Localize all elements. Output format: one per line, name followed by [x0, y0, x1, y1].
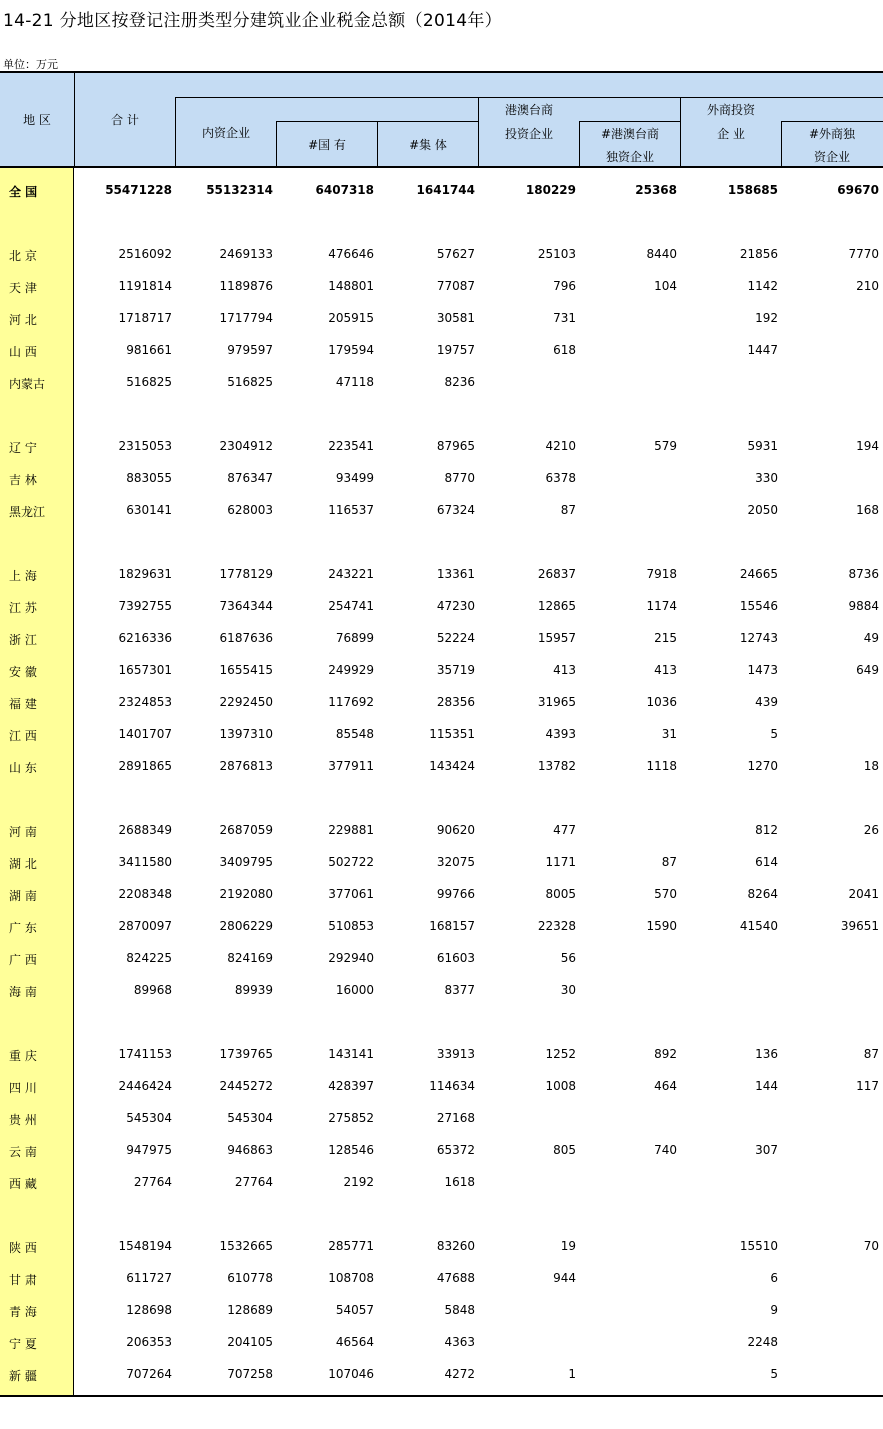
row-value-col3: 16000 — [335, 983, 374, 997]
row-value-col7: 5931 — [747, 439, 778, 453]
row-value-col4: 52224 — [436, 631, 475, 645]
row-value-col5: 4393 — [545, 727, 576, 741]
row-value-col2: 2304912 — [219, 439, 273, 453]
row-value-col2: 1739765 — [219, 1047, 273, 1061]
row-value-col2: 1189876 — [219, 279, 273, 293]
row-region-name: 上 海 — [9, 569, 37, 583]
row-value-col5: 12865 — [537, 599, 576, 613]
table-header — [0, 71, 883, 168]
row-value-col7: 5 — [770, 727, 778, 741]
row-region-name: 广 西 — [9, 953, 37, 967]
table-row — [0, 343, 883, 363]
row-value-col3: 47118 — [335, 375, 374, 389]
row-value-col6: 1036 — [646, 695, 677, 709]
row-value-col2: 610778 — [227, 1271, 273, 1285]
row-value-col5: 1008 — [545, 1079, 576, 1093]
row-value-col1: 1401707 — [118, 727, 172, 741]
row-value-col2: 707258 — [227, 1367, 273, 1381]
row-value-col3: 292940 — [328, 951, 374, 965]
row-value-col5: 1 — [568, 1367, 576, 1381]
row-value-col4: 83260 — [436, 1239, 475, 1253]
table-row — [0, 823, 883, 843]
row-value-col6: 104 — [654, 279, 677, 293]
row-value-col7: 8264 — [747, 887, 778, 901]
row-region-name: 陕 西 — [9, 1241, 37, 1255]
row-value-col3: 243221 — [328, 567, 374, 581]
row-region-name: 江 苏 — [9, 601, 37, 615]
table-title: 14-21 分地区按登记注册类型分建筑业企业税金总额（2014年） — [3, 11, 502, 31]
row-value-col7: 330 — [755, 471, 778, 485]
row-value-col4: 47230 — [436, 599, 475, 613]
row-value-col5: 477 — [553, 823, 576, 837]
row-value-col7: 2050 — [747, 503, 778, 517]
row-value-col3: 148801 — [328, 279, 374, 293]
row-value-col4: 27168 — [436, 1111, 475, 1125]
row-value-col1: 3411580 — [118, 855, 172, 869]
row-value-col6: 25368 — [635, 183, 677, 197]
row-region-name: 山 东 — [9, 761, 37, 775]
row-value-col2: 628003 — [227, 503, 273, 517]
row-value-col3: 254741 — [328, 599, 374, 613]
row-region-name: 辽 宁 — [9, 441, 37, 455]
row-value-col5: 56 — [560, 951, 576, 965]
row-value-col6: 1590 — [646, 919, 677, 933]
row-value-col1: 1191814 — [118, 279, 172, 293]
row-value-col7: 6 — [770, 1271, 778, 1285]
row-value-col7: 136 — [755, 1047, 778, 1061]
header-state-owned: #国 有 — [308, 138, 346, 152]
row-value-col7: 1270 — [747, 759, 778, 773]
row-value-col2: 1778129 — [219, 567, 273, 581]
row-value-col2: 204105 — [227, 1335, 273, 1349]
row-value-col1: 2870097 — [118, 919, 172, 933]
row-value-col4: 4363 — [444, 1335, 475, 1349]
row-value-col7: 2248 — [747, 1335, 778, 1349]
row-value-col8: 649 — [856, 663, 879, 677]
row-value-col1: 7392755 — [118, 599, 172, 613]
row-value-col4: 61603 — [436, 951, 475, 965]
header-foreign-top: 外商投资 — [706, 103, 755, 117]
row-value-col4: 8377 — [444, 983, 475, 997]
row-value-col4: 8236 — [444, 375, 475, 389]
row-value-col6: 1174 — [646, 599, 677, 613]
row-value-col4: 77087 — [436, 279, 475, 293]
row-value-col2: 2876813 — [219, 759, 273, 773]
row-value-col4: 90620 — [436, 823, 475, 837]
row-value-col4: 5848 — [444, 1303, 475, 1317]
tax-table — [0, 71, 883, 1397]
row-value-col3: 85548 — [335, 727, 374, 741]
row-value-col3: 128546 — [328, 1143, 374, 1157]
row-value-col1: 824225 — [126, 951, 172, 965]
row-value-col6: 87 — [661, 855, 677, 869]
row-value-col6: 31 — [661, 727, 677, 741]
row-value-col8: 49 — [863, 631, 879, 645]
row-value-col4: 1618 — [444, 1175, 475, 1189]
row-value-col7: 439 — [755, 695, 778, 709]
row-value-col2: 128689 — [227, 1303, 273, 1317]
header-region: 地 区 — [23, 113, 51, 127]
row-value-col3: 502722 — [328, 855, 374, 869]
row-value-col4: 99766 — [436, 887, 475, 901]
row-value-col3: 117692 — [328, 695, 374, 709]
table-row — [0, 759, 883, 779]
row-value-col2: 946863 — [227, 1143, 273, 1157]
row-value-col1: 6216336 — [118, 631, 172, 645]
row-value-col1: 2516092 — [118, 247, 172, 261]
row-value-col1: 2208348 — [118, 887, 172, 901]
row-value-col3: 428397 — [328, 1079, 374, 1093]
row-value-col2: 876347 — [227, 471, 273, 485]
row-value-col5: 6378 — [545, 471, 576, 485]
table-row — [0, 1143, 883, 1163]
row-value-col2: 979597 — [227, 343, 273, 357]
row-value-col3: 143141 — [328, 1047, 374, 1061]
row-region-name: 内蒙古 — [9, 377, 46, 391]
row-region-name: 新 疆 — [9, 1369, 37, 1383]
row-value-col1: 1548194 — [118, 1239, 172, 1253]
row-value-col5: 15957 — [537, 631, 576, 645]
row-value-col4: 143424 — [429, 759, 475, 773]
row-value-col7: 1447 — [747, 343, 778, 357]
table-row — [0, 1303, 883, 1323]
row-value-col5: 87 — [560, 503, 576, 517]
row-value-col1: 981661 — [126, 343, 172, 357]
row-value-col5: 805 — [553, 1143, 576, 1157]
row-value-col8: 39651 — [840, 919, 879, 933]
row-region-name: 安 徽 — [9, 665, 37, 679]
row-value-col7: 9 — [770, 1303, 778, 1317]
row-value-col7: 614 — [755, 855, 778, 869]
table-row — [0, 1367, 883, 1387]
row-value-col1: 1829631 — [118, 567, 172, 581]
row-value-col4: 13361 — [436, 567, 475, 581]
row-value-col1: 707264 — [126, 1367, 172, 1381]
row-value-col5: 31965 — [537, 695, 576, 709]
header-collective: #集 体 — [409, 138, 447, 152]
table-row — [0, 887, 883, 907]
row-value-col3: 285771 — [328, 1239, 374, 1253]
row-value-col2: 27764 — [234, 1175, 273, 1189]
row-value-col3: 107046 — [328, 1367, 374, 1381]
row-value-col3: 76899 — [335, 631, 374, 645]
row-value-col8: 26 — [863, 823, 879, 837]
table-row — [0, 631, 883, 651]
row-value-col4: 87965 — [436, 439, 475, 453]
unit-label: 单位：万元 — [3, 58, 58, 71]
row-region-name: 全 国 — [9, 185, 38, 199]
row-region-name: 广 东 — [9, 921, 37, 935]
header-hmt-sole-1: #港澳台商 — [600, 127, 660, 141]
row-value-col4: 47688 — [436, 1271, 475, 1285]
row-value-col2: 2687059 — [219, 823, 273, 837]
header-foreign-invest: 企 业 — [717, 127, 745, 141]
row-value-col2: 2806229 — [219, 919, 273, 933]
row-value-col3: 46564 — [335, 1335, 374, 1349]
table-row — [0, 1047, 883, 1067]
row-value-col7: 5 — [770, 1367, 778, 1381]
row-region-name: 西 藏 — [9, 1177, 37, 1191]
row-value-col1: 947975 — [126, 1143, 172, 1157]
row-region-name: 江 西 — [9, 729, 37, 743]
row-value-col1: 2315053 — [118, 439, 172, 453]
row-value-col3: 6407318 — [315, 183, 374, 197]
row-value-col7: 21856 — [739, 247, 778, 261]
row-value-col1: 2688349 — [118, 823, 172, 837]
row-value-col8: 7770 — [848, 247, 879, 261]
row-value-col3: 179594 — [328, 343, 374, 357]
row-value-col5: 618 — [553, 343, 576, 357]
row-region-name: 黑龙江 — [9, 505, 46, 519]
row-value-col8: 2041 — [848, 887, 879, 901]
row-value-col1: 1741153 — [118, 1047, 172, 1061]
row-value-col5: 413 — [553, 663, 576, 677]
row-value-col1: 206353 — [126, 1335, 172, 1349]
row-value-col2: 3409795 — [219, 855, 273, 869]
header-hmt-invest: 投资企业 — [504, 127, 553, 141]
row-value-col1: 2324853 — [118, 695, 172, 709]
row-region-name: 湖 北 — [9, 857, 37, 871]
row-value-col4: 1641744 — [416, 183, 475, 197]
row-value-col2: 1717794 — [219, 311, 273, 325]
row-region-name: 宁 夏 — [9, 1337, 37, 1351]
row-value-col4: 33913 — [436, 1047, 475, 1061]
row-region-name: 天 津 — [9, 281, 37, 295]
row-region-name: 福 建 — [9, 697, 37, 711]
row-value-col5: 1252 — [545, 1047, 576, 1061]
row-value-col6: 215 — [654, 631, 677, 645]
row-value-col3: 108708 — [328, 1271, 374, 1285]
row-value-col5: 4210 — [545, 439, 576, 453]
row-value-col5: 796 — [553, 279, 576, 293]
row-value-col3: 377911 — [328, 759, 374, 773]
row-value-col3: 275852 — [328, 1111, 374, 1125]
row-value-col7: 144 — [755, 1079, 778, 1093]
table-row — [0, 951, 883, 971]
row-value-col5: 180229 — [525, 183, 576, 197]
row-value-col5: 13782 — [537, 759, 576, 773]
row-value-col2: 545304 — [227, 1111, 273, 1125]
row-value-col4: 4272 — [444, 1367, 475, 1381]
row-value-col4: 57627 — [436, 247, 475, 261]
row-value-col1: 2446424 — [118, 1079, 172, 1093]
row-value-col1: 630141 — [126, 503, 172, 517]
row-value-col3: 377061 — [328, 887, 374, 901]
row-value-col7: 41540 — [739, 919, 778, 933]
row-value-col1: 1718717 — [118, 311, 172, 325]
row-value-col1: 883055 — [126, 471, 172, 485]
row-value-col7: 24665 — [739, 567, 778, 581]
row-value-col4: 168157 — [429, 919, 475, 933]
table-row — [0, 1271, 883, 1291]
table-row — [0, 727, 883, 747]
row-value-col2: 2192080 — [219, 887, 273, 901]
row-value-col3: 116537 — [328, 503, 374, 517]
row-value-col8: 168 — [856, 503, 879, 517]
row-region-name: 北 京 — [9, 249, 37, 263]
row-value-col4: 115351 — [429, 727, 475, 741]
table-row — [0, 247, 883, 267]
row-value-col6: 579 — [654, 439, 677, 453]
row-value-col5: 25103 — [537, 247, 576, 261]
table-row — [0, 1111, 883, 1131]
table-bottom-rule — [0, 1395, 883, 1397]
row-value-col5: 30 — [560, 983, 576, 997]
row-value-col7: 158685 — [727, 183, 778, 197]
header-total: 合 计 — [111, 113, 139, 127]
row-value-col2: 89939 — [234, 983, 273, 997]
row-value-col7: 12743 — [739, 631, 778, 645]
row-value-col7: 307 — [755, 1143, 778, 1157]
table-row — [0, 695, 883, 715]
row-value-col4: 8770 — [444, 471, 475, 485]
row-value-col2: 2445272 — [219, 1079, 273, 1093]
row-value-col7: 15546 — [739, 599, 778, 613]
row-region-name: 海 南 — [9, 985, 37, 999]
row-value-col4: 67324 — [436, 503, 475, 517]
row-region-name: 吉 林 — [9, 473, 37, 487]
row-value-col8: 69670 — [837, 183, 879, 197]
table-row — [0, 855, 883, 875]
row-value-col1: 55471228 — [105, 183, 172, 197]
row-value-col3: 510853 — [328, 919, 374, 933]
row-value-col1: 611727 — [126, 1271, 172, 1285]
row-value-col2: 2292450 — [219, 695, 273, 709]
row-value-col7: 192 — [755, 311, 778, 325]
row-value-col3: 223541 — [328, 439, 374, 453]
row-value-col1: 27764 — [133, 1175, 172, 1189]
row-region-name: 甘 肃 — [9, 1273, 37, 1287]
row-value-col2: 6187636 — [219, 631, 273, 645]
row-value-col2: 516825 — [227, 375, 273, 389]
row-value-col2: 824169 — [227, 951, 273, 965]
row-region-name: 河 南 — [9, 825, 37, 839]
row-value-col6: 892 — [654, 1047, 677, 1061]
row-value-col6: 570 — [654, 887, 677, 901]
row-value-col3: 205915 — [328, 311, 374, 325]
table-row — [0, 1239, 883, 1259]
row-value-col4: 28356 — [436, 695, 475, 709]
row-value-col5: 22328 — [537, 919, 576, 933]
row-region-name: 浙 江 — [9, 633, 37, 647]
header-hmt-top: 港澳台商 — [504, 103, 553, 117]
row-value-col5: 26837 — [537, 567, 576, 581]
table-row — [0, 919, 883, 939]
row-value-col6: 464 — [654, 1079, 677, 1093]
row-region-name: 湖 南 — [9, 889, 37, 903]
row-value-col5: 8005 — [545, 887, 576, 901]
row-value-col7: 1473 — [747, 663, 778, 677]
row-value-col6: 1118 — [646, 759, 677, 773]
header-foreign-sole-1: #外商独 — [808, 127, 856, 141]
row-region-name: 贵 州 — [9, 1113, 37, 1127]
row-value-col2: 1532665 — [219, 1239, 273, 1253]
row-value-col7: 15510 — [739, 1239, 778, 1253]
row-value-col8: 210 — [856, 279, 879, 293]
table-row — [0, 1079, 883, 1099]
row-value-col2: 2469133 — [219, 247, 273, 261]
table-row — [0, 311, 883, 331]
table-row — [0, 375, 883, 395]
row-value-col1: 1657301 — [118, 663, 172, 677]
row-value-col8: 87 — [863, 1047, 879, 1061]
row-value-col1: 128698 — [126, 1303, 172, 1317]
table-row — [0, 663, 883, 683]
row-value-col3: 476646 — [328, 247, 374, 261]
row-value-col3: 2192 — [343, 1175, 374, 1189]
row-value-col3: 93499 — [335, 471, 374, 485]
row-value-col6: 8440 — [646, 247, 677, 261]
table-row — [0, 183, 883, 203]
table-row — [0, 567, 883, 587]
table-row — [0, 1175, 883, 1195]
row-value-col8: 18 — [863, 759, 879, 773]
row-value-col8: 117 — [856, 1079, 879, 1093]
table-row — [0, 439, 883, 459]
row-value-col3: 229881 — [328, 823, 374, 837]
row-value-col6: 740 — [654, 1143, 677, 1157]
table-row — [0, 983, 883, 1003]
row-value-col1: 545304 — [126, 1111, 172, 1125]
row-value-col6: 7918 — [646, 567, 677, 581]
row-value-col2: 55132314 — [206, 183, 273, 197]
row-region-name: 重 庆 — [9, 1049, 37, 1063]
table-row — [0, 279, 883, 299]
row-value-col8: 70 — [863, 1239, 879, 1253]
row-value-col8: 8736 — [848, 567, 879, 581]
table-row — [0, 471, 883, 491]
row-value-col7: 1142 — [747, 279, 778, 293]
row-value-col1: 516825 — [126, 375, 172, 389]
row-region-name: 山 西 — [9, 345, 37, 359]
row-value-col8: 9884 — [848, 599, 879, 613]
row-value-col2: 1397310 — [219, 727, 273, 741]
table-row — [0, 1335, 883, 1355]
row-value-col4: 30581 — [436, 311, 475, 325]
row-region-name: 云 南 — [9, 1145, 37, 1159]
row-region-name: 河 北 — [9, 313, 37, 327]
row-value-col5: 944 — [553, 1271, 576, 1285]
row-value-col6: 413 — [654, 663, 677, 677]
row-value-col3: 249929 — [328, 663, 374, 677]
header-foreign-sole-2: 资企业 — [813, 150, 850, 164]
row-value-col5: 19 — [560, 1239, 576, 1253]
row-value-col7: 812 — [755, 823, 778, 837]
row-value-col8: 194 — [856, 439, 879, 453]
row-value-col1: 2891865 — [118, 759, 172, 773]
header-domestic: 内资企业 — [201, 126, 250, 140]
row-value-col5: 731 — [553, 311, 576, 325]
row-value-col2: 7364344 — [219, 599, 273, 613]
row-value-col4: 114634 — [429, 1079, 475, 1093]
row-region-name: 青 海 — [9, 1305, 37, 1319]
row-value-col4: 32075 — [436, 855, 475, 869]
row-value-col3: 54057 — [335, 1303, 374, 1317]
table-row — [0, 599, 883, 619]
row-value-col4: 19757 — [436, 343, 475, 357]
row-value-col5: 1171 — [545, 855, 576, 869]
row-region-name: 四 川 — [9, 1081, 37, 1095]
table-row — [0, 503, 883, 523]
header-hmt-sole-2: 独资企业 — [605, 150, 654, 164]
row-value-col2: 1655415 — [219, 663, 273, 677]
row-value-col4: 65372 — [436, 1143, 475, 1157]
row-value-col4: 35719 — [436, 663, 475, 677]
row-value-col1: 89968 — [133, 983, 172, 997]
